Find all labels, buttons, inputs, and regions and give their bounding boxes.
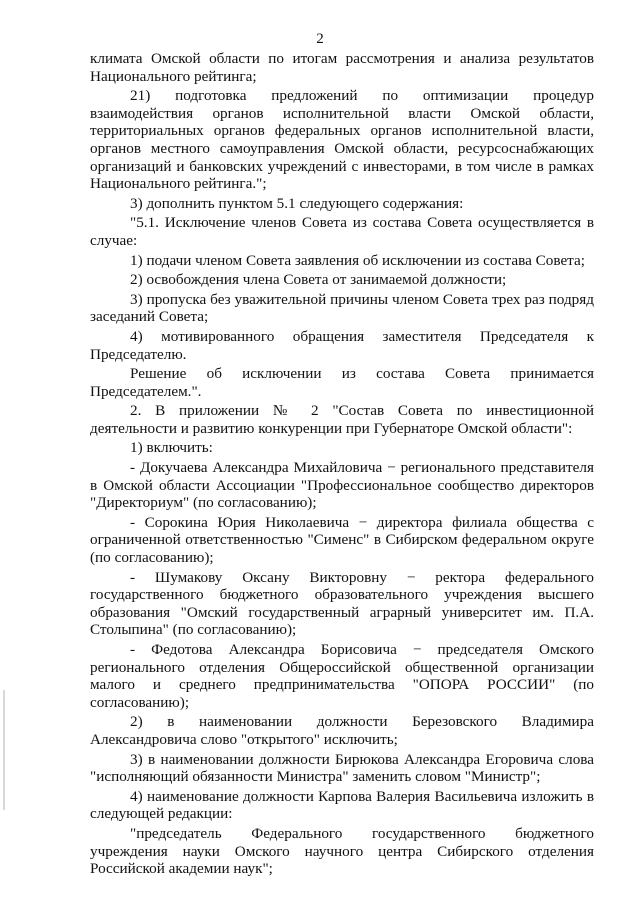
paragraph: 2) освобождения члена Совета от занимаемой должности;: [130, 271, 507, 289]
document-body: [90, 50, 594, 880]
paragraph: 1) подачи членом Совета заявления об исключении из состава Совета;: [130, 251, 585, 269]
paragraph: 3) дополнить пунктом 5.1 следующего содержания:: [130, 194, 464, 212]
paragraph: "5.1. Исключение членов Совета из состава Совета осуществляется в случае:: [90, 214, 594, 249]
paragraph: 21) подготовка предложений по оптимизации процедур взаимодействия органов исполнительной власти Омской области, территориальных органов федеральных органов исполнительной власти, органов местного самоуправления Омской области, ресурсоснабжающих организаций и банковских учреждений с инвесторами, в том числе в рамках Национального рейтинга.";: [90, 87, 594, 193]
paragraph: 4) наименование должности Карпова Валерия Васильевича изложить в следующей редакции:: [90, 787, 594, 823]
paragraph: климата Омской области по итогам рассмотрения и анализа результатов Национального рейтинга;: [90, 50, 594, 85]
paragraph: 4) мотивированного обращения заместителя Председателя к Председателю.: [90, 327, 594, 363]
paragraph: - Сорокина Юрия Николаевича − директора филиала общества с ограниченной ответственностью "Сименс" в Сибирском федеральном округе (по согласованию);: [90, 513, 594, 567]
paragraph: 3) в наименовании должности Бирюкова Александра Егоровича слова "исполняющий обязанности Министра" заменить словом "Министр";: [90, 750, 594, 786]
paragraph: Решение об исключении из состава Совета принимается Председателем.".: [90, 365, 594, 400]
paragraph: - Докучаева Александра Михайловича − регионального представителя в Омской области Ассоциации "Профессиональное сообщество директоров "Директориум" (по согласованию);: [90, 459, 594, 512]
paragraph: - Шумакову Оксану Викторовну − ректора федерального государственного бюджетного образовательного учреждения высшего образования "Омский государственный аграрный университет им. П.А. Столыпина" (по согласованию);: [90, 568, 594, 639]
scan-edge-mark: [3, 690, 5, 810]
paragraph: 2. В приложении № 2 "Состав Совета по инвестиционной деятельности и развитию конкуренции при Губернаторе Омской области":: [90, 402, 594, 437]
paragraph: "председатель Федерального государственного бюджетного учреждения науки Омского научного центра Сибирского отделения Российской академии наук";: [90, 824, 594, 878]
paragraph: 2) в наименовании должности Березовского Владимира Александровича слово "открытого" исключить;: [90, 713, 594, 748]
paragraph: 3) пропуска без уважительной причины членом Совета трех раз подряд заседаний Совета;: [90, 290, 594, 326]
paragraph: - Федотова Александра Борисовича − председателя Омского регионального отделения Общероссийской общественной организации малого и среднего предпринимательства "ОПОРА РОССИИ" (по согласованию);: [90, 641, 594, 711]
paragraph: 1) включить:: [130, 439, 213, 457]
page-number: 2: [316, 31, 324, 47]
